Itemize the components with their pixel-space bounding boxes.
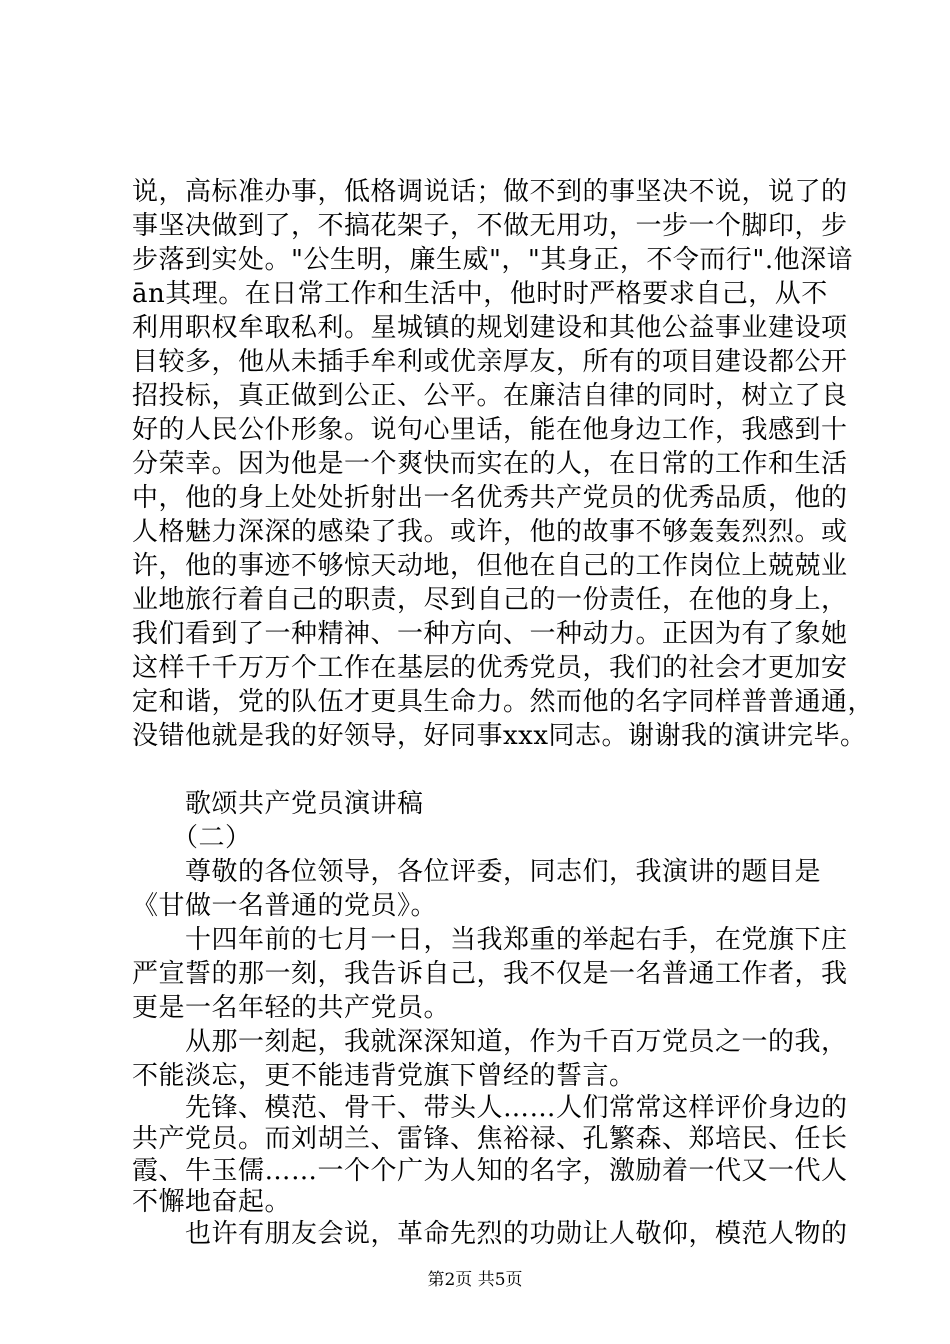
text-line: ān其理。在日常工作和生活中，他时时严格要求自己，从不 (132, 279, 828, 309)
text-line: 步落到实处。"公生明，廉生威"，"其身正，不令而行".他深谙 (132, 245, 854, 275)
text-line: 人格魅力深深的感染了我。或许，他的故事不够轰轰烈烈。或 (132, 517, 848, 547)
text-line: 没错他就是我的好领导，好同事xxx同志。谢谢我的演讲完毕。 (132, 721, 867, 751)
text-line: 说，高标准办事，低格调说话；做不到的事坚决不说，说了的 (132, 177, 848, 207)
text-line: 业地旅行着自己的职责，尽到自己的一份责任，在他的身上， (132, 585, 848, 615)
text-line: 共产党员。而刘胡兰、雷锋、焦裕禄、孔繁森、郑培民、任长 (132, 1124, 848, 1154)
text-line: 不能淡忘，更不能违背党旗下曾经的誓言。 (132, 1061, 636, 1091)
text-line: 先锋、模范、骨干、带头人……人们常常这样评价身边的 (132, 1092, 848, 1123)
text-line: 严宣誓的那一刻，我告诉自己，我不仅是一名普通工作者，我 (132, 959, 848, 989)
text-line: 尊敬的各位领导，各位评委，同志们，我演讲的题目是 (132, 857, 822, 887)
text-line: 分荣幸。因为他是一个爽快而实在的人，在日常的工作和生活 (132, 449, 848, 479)
text-line: 利用职权牟取私利。星城镇的规划建设和其他公益事业建设项 (132, 313, 848, 343)
text-line: 我们看到了一种精神、一种方向、一种动力。正因为有了象她 (132, 619, 848, 649)
text-line: 霞、牛玉儒……一个个广为人知的名字，激励着一代又一代人 (132, 1155, 848, 1186)
section-title: 歌颂共产党员演讲稿 (132, 789, 424, 819)
text-line: 从那一刻起，我就深深知道，作为千百万党员之一的我， (132, 1027, 848, 1057)
text-line: 招投标，真正做到公正、公平。在廉洁自律的同时，树立了良 (132, 381, 848, 411)
text-line: 定和谐，党的队伍才更具生命力。然而他的名字同样普普通通， (132, 687, 875, 717)
text-line: 不懈地奋起。 (132, 1187, 292, 1217)
page-footer: 第2页 共5页 (427, 1269, 523, 1290)
text-line: 也许有朋友会说，革命先烈的功勋让人敬仰，模范人物的 (132, 1218, 848, 1249)
text-line: 十四年前的七月一日，当我郑重的举起右手，在党旗下庄 (132, 925, 848, 955)
text-line: 好的人民公仆形象。说句心里话，能在他身边工作，我感到十 (132, 415, 848, 445)
text-line: 事坚决做到了，不搞花架子，不做无用功，一步一个脚印，步 (132, 211, 848, 241)
text-line: 中，他的身上处处折射出一名优秀共产党员的优秀品质，他的 (132, 483, 848, 513)
text-line: 更是一名年轻的共产党员。 (132, 993, 451, 1023)
text-line: 《甘做一名普通的党员》。 (132, 891, 438, 921)
section-number: （二） (132, 823, 252, 853)
text-line: 目较多，他从未插手牟利或优亲厚友，所有的项目建设都公开 (132, 347, 848, 377)
text-line: 许，他的事迹不够惊天动地，但他在自己的工作岗位上兢兢业 (132, 551, 848, 581)
text-line: 这样千千万万个工作在基层的优秀党员，我们的社会才更加安 (132, 653, 848, 683)
